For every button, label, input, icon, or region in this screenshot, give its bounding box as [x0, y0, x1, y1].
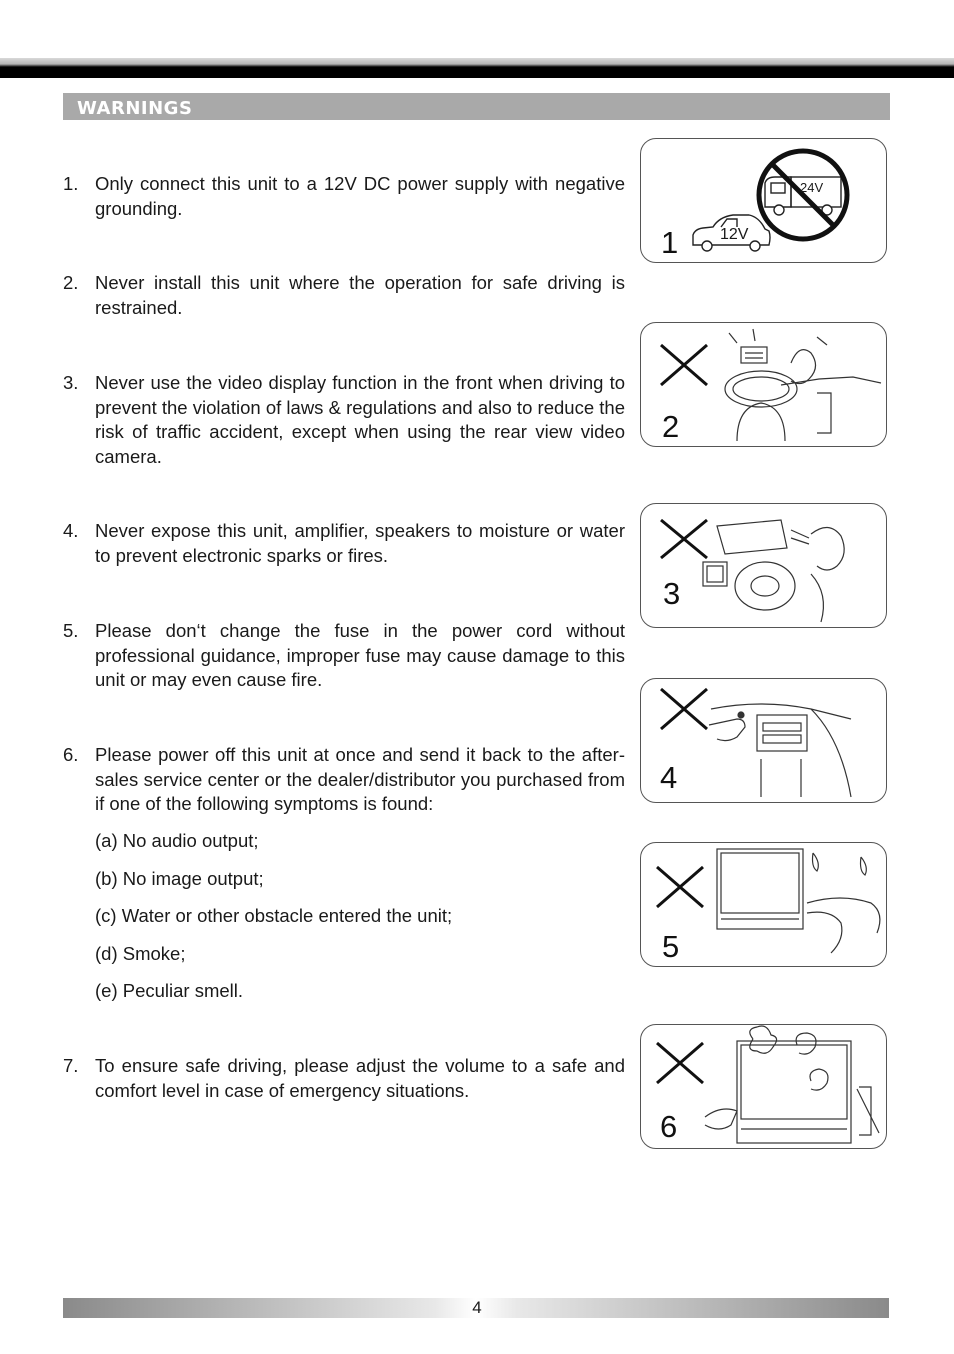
item-text: Never use the video display function in the front when driving to prevent the violation of laws & regulations and also to reduce the risk of traffic accident, except when using the rear view video camera. [95, 372, 625, 467]
illustration-panel-6 [640, 1024, 887, 1149]
item-text: Only connect this unit to a 12V DC power supply with negative grounding. [95, 173, 625, 219]
item-number: 7. [63, 1055, 79, 1076]
illustration-number: 6 [660, 1109, 678, 1144]
top-decorative-bar [0, 58, 954, 78]
illustration-panel-3 [640, 503, 887, 628]
symptom-item: (b) No image output; [95, 868, 264, 889]
warning-item-1 [63, 172, 625, 221]
item-number: 6. [63, 744, 79, 765]
warning-item-3 [63, 371, 625, 469]
symptom-item: (a) No audio output; [95, 830, 259, 851]
illustration-panel-5 [640, 842, 887, 967]
item-number: 4. [63, 520, 79, 541]
car-voltage-label: 12V [720, 226, 749, 243]
symptom-item: (e) Peculiar smell. [95, 980, 244, 1001]
prohibited-x-icon [661, 345, 707, 385]
illustration-panel-4 [640, 678, 887, 803]
page-number: 4 [472, 1298, 482, 1317]
truck-voltage-label: 24V [800, 180, 824, 195]
item-number: 3. [63, 372, 79, 393]
illustration-panel-1 [640, 138, 887, 263]
item-number: 2. [63, 272, 79, 293]
symptom-item: (d) Smoke; [95, 943, 186, 964]
symptom-item: (c) Water or other obstacle entered the unit; [95, 905, 453, 926]
warning-item-6 [63, 743, 625, 817]
item-text: Never install this unit where the operation for safe driving is restrained. [95, 272, 625, 318]
item-number: 1. [63, 173, 79, 194]
section-header [63, 93, 890, 120]
item-text: Please power off this unit at once and send it back to the after-sales service center or the dealer/distributor you purchased from if one of the following symptoms is found: [95, 744, 625, 814]
prohibited-x-icon [657, 867, 703, 907]
section-title: WARNINGS [77, 98, 193, 119]
prohibited-x-icon [661, 520, 707, 558]
item-text: Please don‘t change the fuse in the power cord without professional guidance, improper fuse may cause damage to this unit or may even cause fire. [95, 620, 625, 690]
illustration-number: 4 [660, 760, 678, 795]
prohibited-x-icon [657, 1043, 703, 1083]
warning-item-4 [63, 519, 625, 568]
illustration-number: 3 [663, 576, 681, 611]
warning-item-2 [63, 271, 625, 320]
illustration-number: 2 [662, 409, 680, 444]
warning-item-5 [63, 619, 625, 693]
item-text: To ensure safe driving, please adjust the volume to a safe and comfort level in case of emergency situations. [95, 1055, 625, 1101]
item-text: Never expose this unit, amplifier, speakers to moisture or water to prevent electronic sparks or fires. [95, 520, 625, 566]
smoke-symptom-illustration [641, 1025, 886, 1148]
illustration-number: 1 [661, 225, 679, 260]
prohibited-x-icon [661, 689, 707, 729]
water-exposure-illustration [641, 679, 886, 802]
item-number: 5. [63, 620, 79, 641]
no-truck-icon [759, 151, 847, 239]
warning-item-7 [63, 1054, 625, 1103]
illustration-panel-2 [640, 322, 887, 447]
illustration-number: 5 [662, 929, 680, 964]
